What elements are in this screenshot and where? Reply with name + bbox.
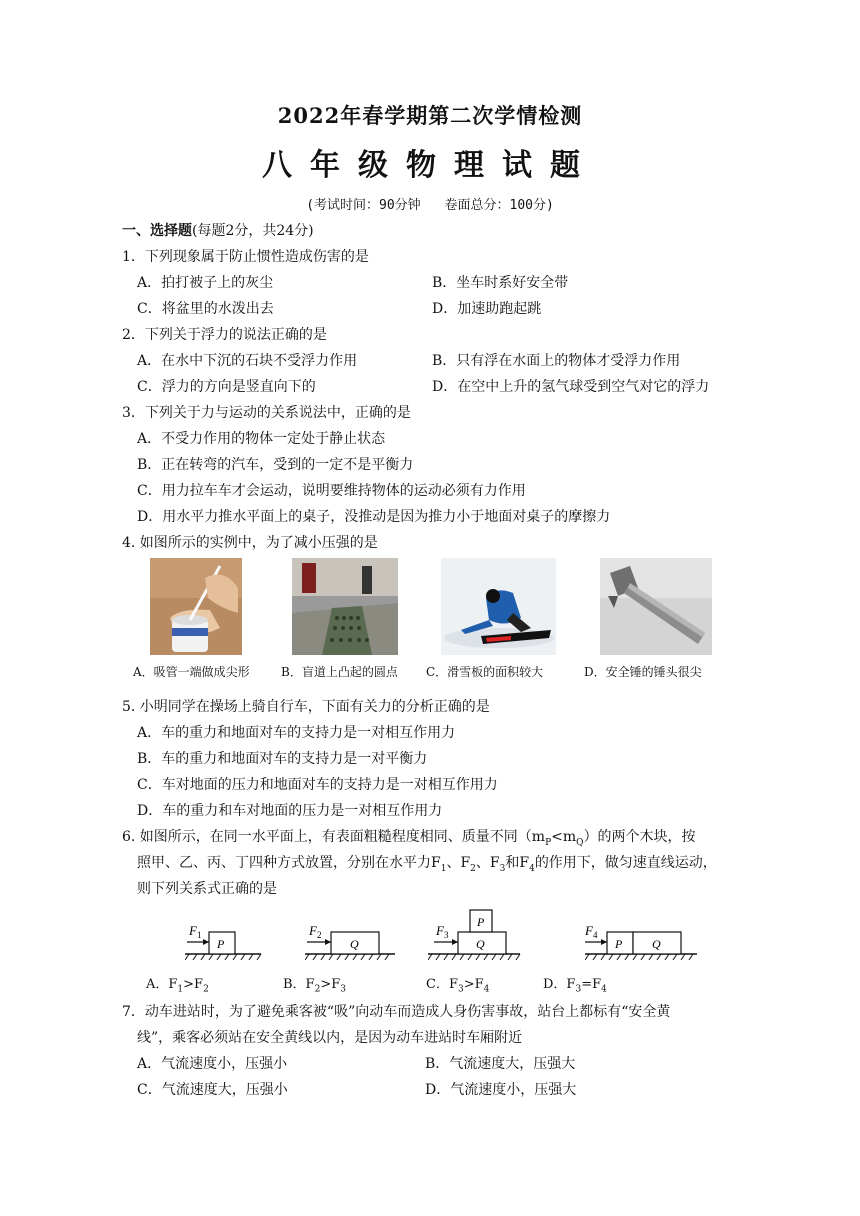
diagram-jia — [185, 902, 275, 968]
block-q-label: Q — [476, 937, 485, 951]
time-note: (考试时间：90分钟 — [306, 198, 421, 213]
q6-option-b — [283, 976, 346, 999]
q6-text: 的作用下，做匀速直线运动， — [534, 855, 717, 871]
block-q-label: Q — [350, 937, 359, 951]
q4-option-b: B．盲道上凸起的圆点 — [281, 665, 398, 679]
subscript: 2 — [314, 984, 321, 995]
q6-option-text: =F — [581, 977, 602, 992]
straw-photo — [150, 558, 242, 655]
q5-stem: 5. 小明同学在操场上骑自行车，下面有关力的分析正确的是 — [122, 699, 490, 715]
force-f4-label: F — [585, 923, 593, 938]
q7-option-a: A．气流速度小，压强小 — [137, 1056, 288, 1072]
block-q-label: Q — [652, 937, 661, 951]
q6-option-a — [146, 976, 209, 999]
q6-option-text: A．F — [146, 977, 178, 992]
q3-option-c: C．用力拉车车才会运动，说明要维持物体的运动必须有力作用 — [137, 483, 526, 499]
section-number: 一、 — [122, 223, 150, 239]
q7-option-b: B．气流速度大，压强大 — [425, 1056, 576, 1072]
straw-image — [150, 558, 242, 655]
q1-option-a: A．拍打被子上的灰尘 — [137, 275, 274, 291]
q6-text: <m — [551, 829, 577, 845]
block-p-label: P — [477, 915, 485, 929]
subscript: 3 — [340, 984, 346, 995]
q1-option-b: B．坐车时系好安全带 — [432, 275, 569, 291]
subscript: 1 — [177, 984, 184, 995]
q2-option-c: C．浮力的方向是竖直向下的 — [137, 379, 316, 395]
force-f4-subscript: 4 — [593, 930, 598, 940]
section-name: 选择题 — [150, 223, 192, 239]
subscript: 4 — [483, 984, 490, 995]
subscript: 4 — [529, 863, 535, 874]
q6-option-text: >F — [183, 977, 204, 992]
exam-subject: 八年级物理试题 — [262, 148, 598, 183]
q7-stem-line1: 7．动车进站时，为了避免乘客被“吸”向动车而造成人身伤害事故，站台上都标有“安全黄 — [122, 1004, 671, 1020]
q5-option-d: D．车的重力和车对地面的压力是一对相互作用力 — [137, 803, 443, 819]
q3-option-b: B．正在转弯的汽车，受到的一定不是平衡力 — [137, 457, 414, 473]
subscript: 4 — [601, 984, 607, 995]
q6-option-text: >F — [320, 977, 341, 992]
q4-option-d: D．安全锤的锤头很尖 — [584, 665, 702, 679]
diagram-bing — [428, 902, 528, 968]
q2-option-d: D．在空中上升的氢气球受到空气对它的浮力 — [432, 379, 710, 395]
q6-option-text: >F — [463, 977, 484, 992]
subscript: 3 — [575, 984, 582, 995]
force-f1-subscript: 1 — [197, 930, 202, 940]
subscript: 2 — [203, 984, 209, 995]
q7-option-c: C．气流速度大，压强小 — [137, 1082, 288, 1098]
section-note: (每题2分，共24分) — [192, 223, 314, 239]
diagram-ding — [585, 902, 700, 968]
q6-text: 、F — [475, 855, 500, 871]
q3-option-d: D．用水平力推水平面上的桌子，没推动是因为推力小于地面对桌子的摩擦力 — [137, 509, 611, 525]
q2-option-b: B．只有浮在水面上的物体才受浮力作用 — [432, 353, 681, 369]
force-f2-subscript: 2 — [317, 930, 322, 940]
q6-text: 6. 如图所示，在同一水平面上，有表面粗糙程度相同、质量不同（m — [122, 829, 546, 845]
q5-option-c: C．车对地面的压力和地面对车的支持力是一对相互作用力 — [137, 777, 498, 793]
tactile-paving-image — [292, 558, 398, 655]
subscript: 2 — [470, 863, 476, 874]
q6-option-text: D．F — [543, 977, 576, 992]
q1-stem: 1．下列现象属于防止惯性造成伤害的是 — [122, 249, 369, 265]
q6-text: 、F — [446, 855, 471, 871]
force-f3-subscript: 3 — [444, 930, 449, 940]
q6-stem-line3: 则下列关系式正确的是 — [137, 881, 277, 897]
q3-option-a: A．不受力作用的物体一定处于静止状态 — [137, 431, 386, 447]
q4-option-c: C．滑雪板的面积较大 — [426, 665, 544, 679]
q4-option-a: A．吸管一端做成尖形 — [133, 665, 250, 679]
q6-stem-line2 — [137, 854, 717, 878]
tactile-paving-photo — [292, 558, 398, 655]
q5-option-b: B．车的重力和地面对车的支持力是一对平衡力 — [137, 751, 428, 767]
q7-stem-line2: 线”，乘客必须站在安全黄线以内，是因为动车进站时车厢附近 — [137, 1030, 523, 1046]
snowboard-photo — [441, 558, 556, 655]
q5-option-a: A．车的重力和地面对车的支持力是一对相互作用力 — [137, 725, 456, 741]
q6-option-c — [426, 976, 489, 999]
q4-stem: 4. 如图所示的实例中，为了减小压强的是 — [122, 535, 378, 551]
force-f1-label: F — [189, 923, 197, 938]
q1-option-d: D．加速助跑起跳 — [432, 301, 542, 317]
section-heading — [122, 222, 314, 240]
exam-info — [0, 194, 860, 213]
block-p-label: P — [615, 937, 623, 951]
q3-stem: 3．下列关于力与运动的关系说法中，正确的是 — [122, 405, 411, 421]
q1-option-c: C．将盆里的水泼出去 — [137, 301, 274, 317]
subscript: 1 — [440, 863, 447, 874]
q2-option-a: A．在水中下沉的石块不受浮力作用 — [137, 353, 358, 369]
safety-hammer-photo — [600, 558, 712, 655]
q6-stem-line1 — [122, 828, 696, 852]
q6-text: ）的两个木块，按 — [583, 829, 696, 845]
subscript-q: Q — [576, 837, 584, 848]
snowboard-image — [441, 558, 556, 655]
score-note: 卷面总分：100分) — [444, 198, 554, 213]
q6-option-text: B．F — [283, 977, 315, 992]
block-p-label: P — [217, 937, 225, 951]
q6-option-d — [543, 976, 607, 999]
subscript: 3 — [457, 984, 464, 995]
safety-hammer-image — [600, 558, 712, 655]
q2-stem: 2．下列关于浮力的说法正确的是 — [122, 327, 327, 343]
diagram-yi — [305, 902, 405, 968]
subscript: 3 — [499, 863, 506, 874]
q6-text: 和F — [505, 855, 530, 871]
force-f2-label: F — [309, 923, 317, 938]
q6-text: 照甲、乙、丙、丁四种方式放置，分别在水平力F — [137, 855, 441, 871]
force-f3-label: F — [436, 923, 444, 938]
exam-title: 2022年春学期第二次学情检测 — [277, 103, 583, 128]
subscript-p: P — [545, 837, 552, 848]
q6-option-text: C．F — [426, 977, 458, 992]
q7-option-d: D．气流速度小，压强大 — [425, 1082, 577, 1098]
